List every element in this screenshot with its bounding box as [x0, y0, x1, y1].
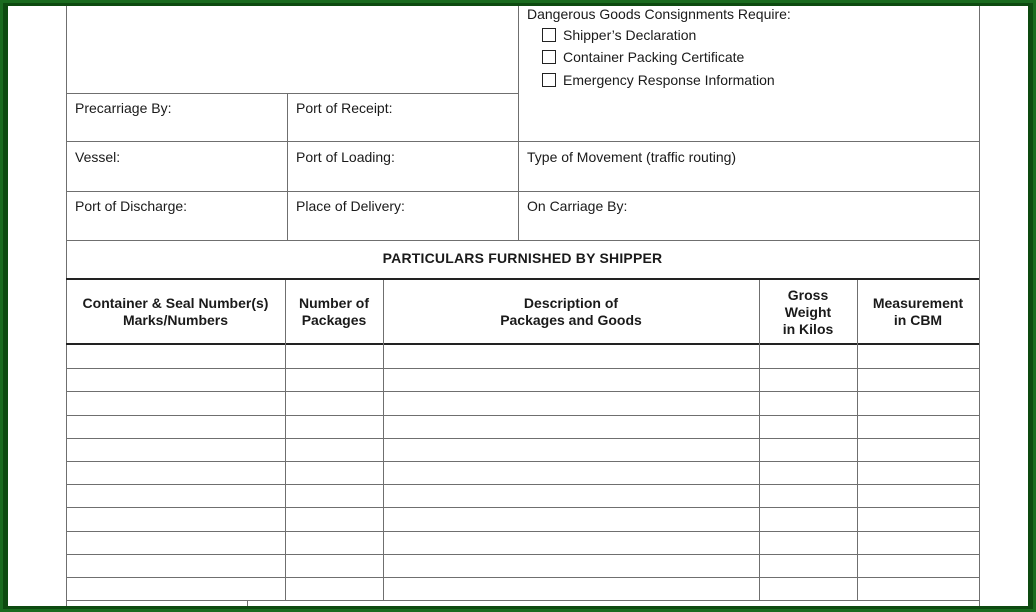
table-row[interactable] — [66, 531, 979, 532]
column-header-number-of-packages: Number of Packages — [299, 295, 369, 328]
column-header-container-seal: Container & Seal Number(s) Marks/Numbers — [82, 295, 269, 328]
column-header-description: Description of Packages and Goods — [500, 295, 642, 328]
row-divider — [66, 240, 979, 241]
checkbox-label: Shipper’s Declaration — [563, 27, 697, 43]
footer-divider — [247, 600, 248, 606]
column-divider — [518, 6, 519, 240]
table-row[interactable] — [66, 600, 979, 601]
row-divider — [66, 93, 518, 94]
table-row[interactable] — [66, 368, 979, 369]
field-type-of-movement[interactable]: Type of Movement (traffic routing) — [527, 149, 737, 165]
table-row[interactable] — [66, 438, 979, 439]
field-port-of-loading[interactable]: Port of Loading: — [296, 149, 395, 165]
form-right-border — [979, 6, 980, 606]
table-row[interactable] — [66, 577, 979, 578]
row-divider — [66, 191, 979, 192]
field-port-of-discharge[interactable]: Port of Discharge: — [75, 198, 188, 214]
checkbox-icon[interactable] — [542, 50, 556, 64]
table-row[interactable] — [66, 461, 979, 462]
table-column-divider — [759, 280, 760, 600]
field-precarriage-by[interactable]: Precarriage By: — [75, 100, 172, 116]
checkbox-emergency-response-information[interactable] — [542, 72, 775, 88]
table-row[interactable] — [66, 554, 979, 555]
checkbox-label: Container Packing Certificate — [563, 49, 745, 65]
header-divider-thick — [66, 343, 979, 345]
column-header-gross-weight: Gross Weight in Kilos — [782, 286, 834, 337]
document-page — [8, 6, 1028, 606]
checkbox-icon[interactable] — [542, 73, 556, 87]
row-divider — [66, 141, 979, 142]
table-column-divider — [285, 280, 286, 600]
dangerous-goods-heading: Dangerous Goods Consignments Require: — [527, 6, 791, 22]
table-column-divider — [857, 280, 858, 600]
checkbox-shippers-declaration[interactable] — [542, 27, 696, 43]
field-on-carriage-by[interactable]: On Carriage By: — [527, 198, 628, 214]
table-row[interactable] — [66, 391, 979, 392]
field-place-of-delivery[interactable]: Place of Delivery: — [296, 198, 405, 214]
column-divider — [287, 93, 288, 240]
section-title-particulars: PARTICULARS FURNISHED BY SHIPPER — [382, 250, 663, 266]
checkbox-label: Emergency Response Information — [563, 72, 775, 88]
checkbox-icon[interactable] — [542, 28, 556, 42]
table-row[interactable] — [66, 507, 979, 508]
field-vessel[interactable]: Vessel: — [75, 149, 121, 165]
table-row[interactable] — [66, 415, 979, 416]
table-row[interactable] — [66, 484, 979, 485]
field-port-of-receipt[interactable]: Port of Receipt: — [296, 100, 393, 116]
table-column-divider — [383, 280, 384, 600]
column-header-measurement: Measurement in CBM — [872, 295, 964, 328]
checkbox-container-packing-certificate[interactable] — [542, 49, 744, 65]
